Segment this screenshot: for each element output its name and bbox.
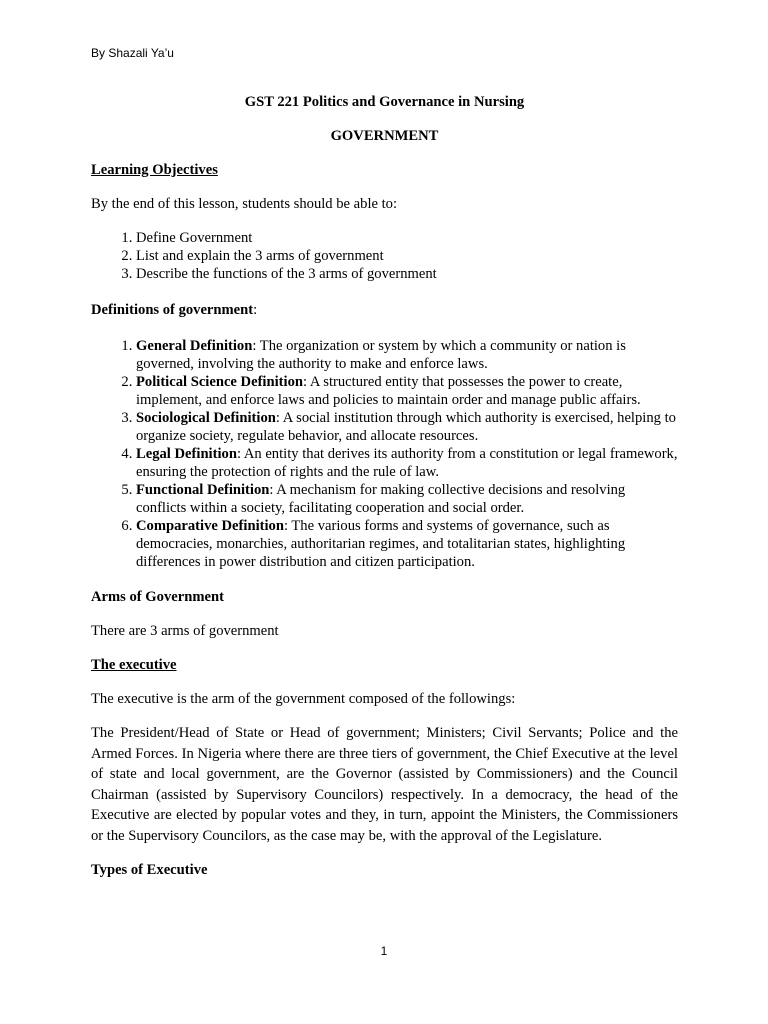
definition-term: Legal Definition: [136, 446, 237, 462]
definition-text: : A mechanism for making collective decisions and resolving conflicts within a society, facilitating cooperation and social order.: [136, 482, 626, 516]
definition-item: [136, 445, 678, 481]
definition-term: Comparative Definition: [136, 518, 284, 534]
definition-text: : An entity that derives its authority from a constitution or legal framework, ensuring the protection of rights and the rule of law.: [136, 446, 678, 480]
definition-term: General Definition: [136, 338, 253, 354]
page-content: [91, 93, 678, 879]
definition-text: : A structured entity that possesses the power to create, implement, and enforce laws and policies to maintain order and manage public affairs.: [136, 374, 641, 408]
definitions-heading-colon: :: [253, 302, 258, 318]
definition-item: [136, 373, 678, 409]
definition-term: Functional Definition: [136, 482, 270, 498]
definition-text: : The various forms and systems of governance, such as democracies, monarchies, authoritarian regimes, and totalitarian states, highlighting differences in power distribution and citizen participation.: [136, 518, 626, 570]
executive-paragraph: The President/Head of State or Head of government; Ministers; Civil Servants; Police and the Armed Forces. In Nigeria where there are three tiers of government, the Chief Executive at the level of state and local government, are the Governor (assisted by Commissioners) and the Council Chairman (assisted by Supervisory Councilors) respectively. In a democracy, the head of the Executive are elected by popular votes and they, in turn, appoint the Ministers, the Commissioners or the Supervisory Councilors, as the case may be, with the approval of the Legislature.: [91, 725, 678, 844]
definition-item: [136, 409, 678, 445]
objective-item: 3. Describe the functions of the 3 arms of government: [136, 265, 678, 283]
arms-text: There are 3 arms of government: [91, 623, 279, 639]
definition-term: Political Science Definition: [136, 374, 303, 390]
objective-item: 2. List and explain the 3 arms of government: [136, 247, 678, 265]
executive-intro: The executive is the arm of the government composed of the followings:: [91, 691, 516, 707]
topic-title: GOVERNMENT: [330, 128, 439, 144]
definitions-heading-line: [91, 301, 678, 319]
definitions-list: [91, 337, 678, 571]
definition-item: [136, 481, 678, 517]
arms-heading: Arms of Government: [91, 589, 224, 605]
definition-term: Sociological Definition: [136, 410, 276, 426]
definition-item: [136, 517, 678, 571]
course-title: GST 221 Politics and Governance in Nursing: [244, 94, 525, 110]
objectives-list: [91, 229, 678, 283]
types-of-executive-heading: Types of Executive: [91, 861, 208, 878]
definitions-heading: Definitions of government: [91, 302, 254, 318]
objectives-intro: By the end of this lesson, students should be able to:: [91, 196, 398, 212]
definition-text: : A social institution through which authority is exercised, helping to organize society, regulate behavior, and allocate resources.: [136, 410, 676, 444]
objectives-heading: Learning Objectives: [91, 162, 218, 178]
page-number: 1: [380, 944, 388, 958]
definition-item: [136, 337, 678, 373]
page-header-author: By Shazali Ya’u: [91, 46, 174, 60]
definition-text: : The organization or system by which a community or nation is governed, involving the authority to make and enforce laws.: [136, 338, 626, 372]
objective-item: 1. Define Government: [136, 229, 678, 247]
executive-heading: The executive: [91, 657, 177, 673]
